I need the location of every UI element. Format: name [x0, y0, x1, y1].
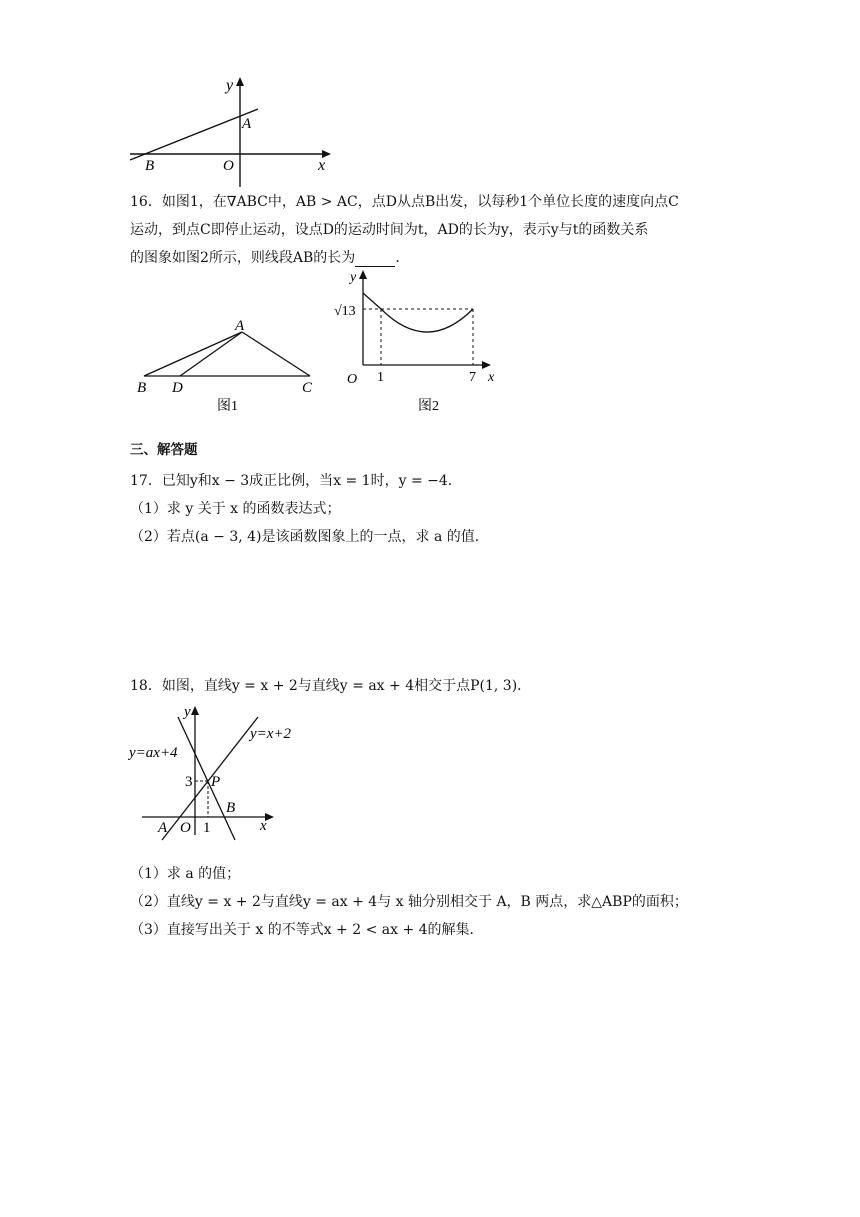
label-y-x-plus-2: y=x+2: [250, 726, 292, 742]
q18-part-1: （1）求 a 的值；: [130, 866, 241, 882]
figure-2-caption: 图2: [418, 399, 439, 414]
q16-line-1: 16．如图1，在∇ABC中，AB > AC，点D从点B出发，以每秒1个单位长度的速度向点C: [130, 194, 679, 210]
x-axis-arrow: [482, 361, 491, 369]
x-axis-label: x: [318, 157, 326, 174]
sqrt13-label: √13: [334, 304, 356, 319]
function-curve: [363, 293, 473, 332]
vertex-a-label: A: [235, 318, 245, 334]
y-axis-label: y: [350, 270, 357, 285]
line-ab: [130, 109, 258, 160]
q16-figure-2: [330, 265, 510, 420]
vertex-b-label: B: [137, 380, 147, 396]
vertex-c-label: C: [302, 380, 313, 396]
side-ab: [144, 332, 242, 376]
x-axis-label: x: [488, 370, 495, 385]
q18-part-3: （3）直接写出关于 x 的不等式x + 2 < ax + 4的解集．: [130, 922, 484, 938]
origin-label: O: [223, 158, 234, 174]
q16-line-3-end: ．: [395, 250, 410, 266]
q17-part-1: （1）求 y 关于 x 的函数表达式；: [130, 501, 341, 517]
tick-1-label: 1: [377, 370, 384, 385]
q16-line-3-text: 的图象如图2所示，则线段AB的长为: [130, 250, 356, 266]
q16-line-3: [130, 247, 409, 267]
q18-figure: [128, 700, 303, 845]
point-b-label: B: [226, 800, 236, 816]
side-ac: [242, 332, 310, 376]
tick-7-label: 7: [469, 370, 476, 385]
point-d-label: D: [172, 380, 183, 396]
q18-line-1: 18．如图，直线y = x + 2与直线y = ax + 4相交于点P(1, 3)．: [130, 678, 532, 694]
point-b-label: B: [145, 158, 155, 174]
point-p-label: P: [211, 774, 221, 790]
y-axis-arrow: [359, 270, 367, 279]
y-axis-label: y: [226, 77, 234, 94]
q16-line-2: 运动，到点C即停止运动，设点D的运动时间为t，AD的长为y，表示y与t的函数关系: [130, 222, 649, 238]
q16-figure-1: [130, 312, 330, 422]
x-tick-1-label: 1: [203, 820, 211, 836]
q18-part-2: （2）直线y = x + 2与直线y = ax + 4与 x 轴分别相交于 A，B 两点，求△ABP的面积；: [130, 894, 688, 910]
q15-figure: [125, 72, 345, 192]
q17-line-1: 17．已知y和x − 3成正比例，当x = 1时，y = −4．: [130, 473, 462, 489]
label-y-ax-plus-4: y=ax+4: [129, 745, 178, 761]
section-title: 三、解答题: [130, 442, 198, 458]
x-axis-label: x: [260, 818, 267, 834]
segment-ad: [180, 332, 242, 376]
point-a-label: A: [242, 116, 252, 132]
figure-1-caption: 图1: [217, 399, 238, 414]
point-a-label: A: [158, 820, 168, 836]
y-axis-arrow: [191, 706, 199, 715]
origin-label: O: [347, 372, 358, 387]
origin-label: O: [180, 820, 191, 836]
y-axis-label: y: [184, 704, 191, 720]
y-tick-3-label: 3: [185, 774, 193, 790]
q17-part-2: （2）若点(a − 3, 4)是该函数图象上的一点，求 a 的值．: [130, 529, 489, 545]
y-axis-arrow: [236, 77, 244, 86]
